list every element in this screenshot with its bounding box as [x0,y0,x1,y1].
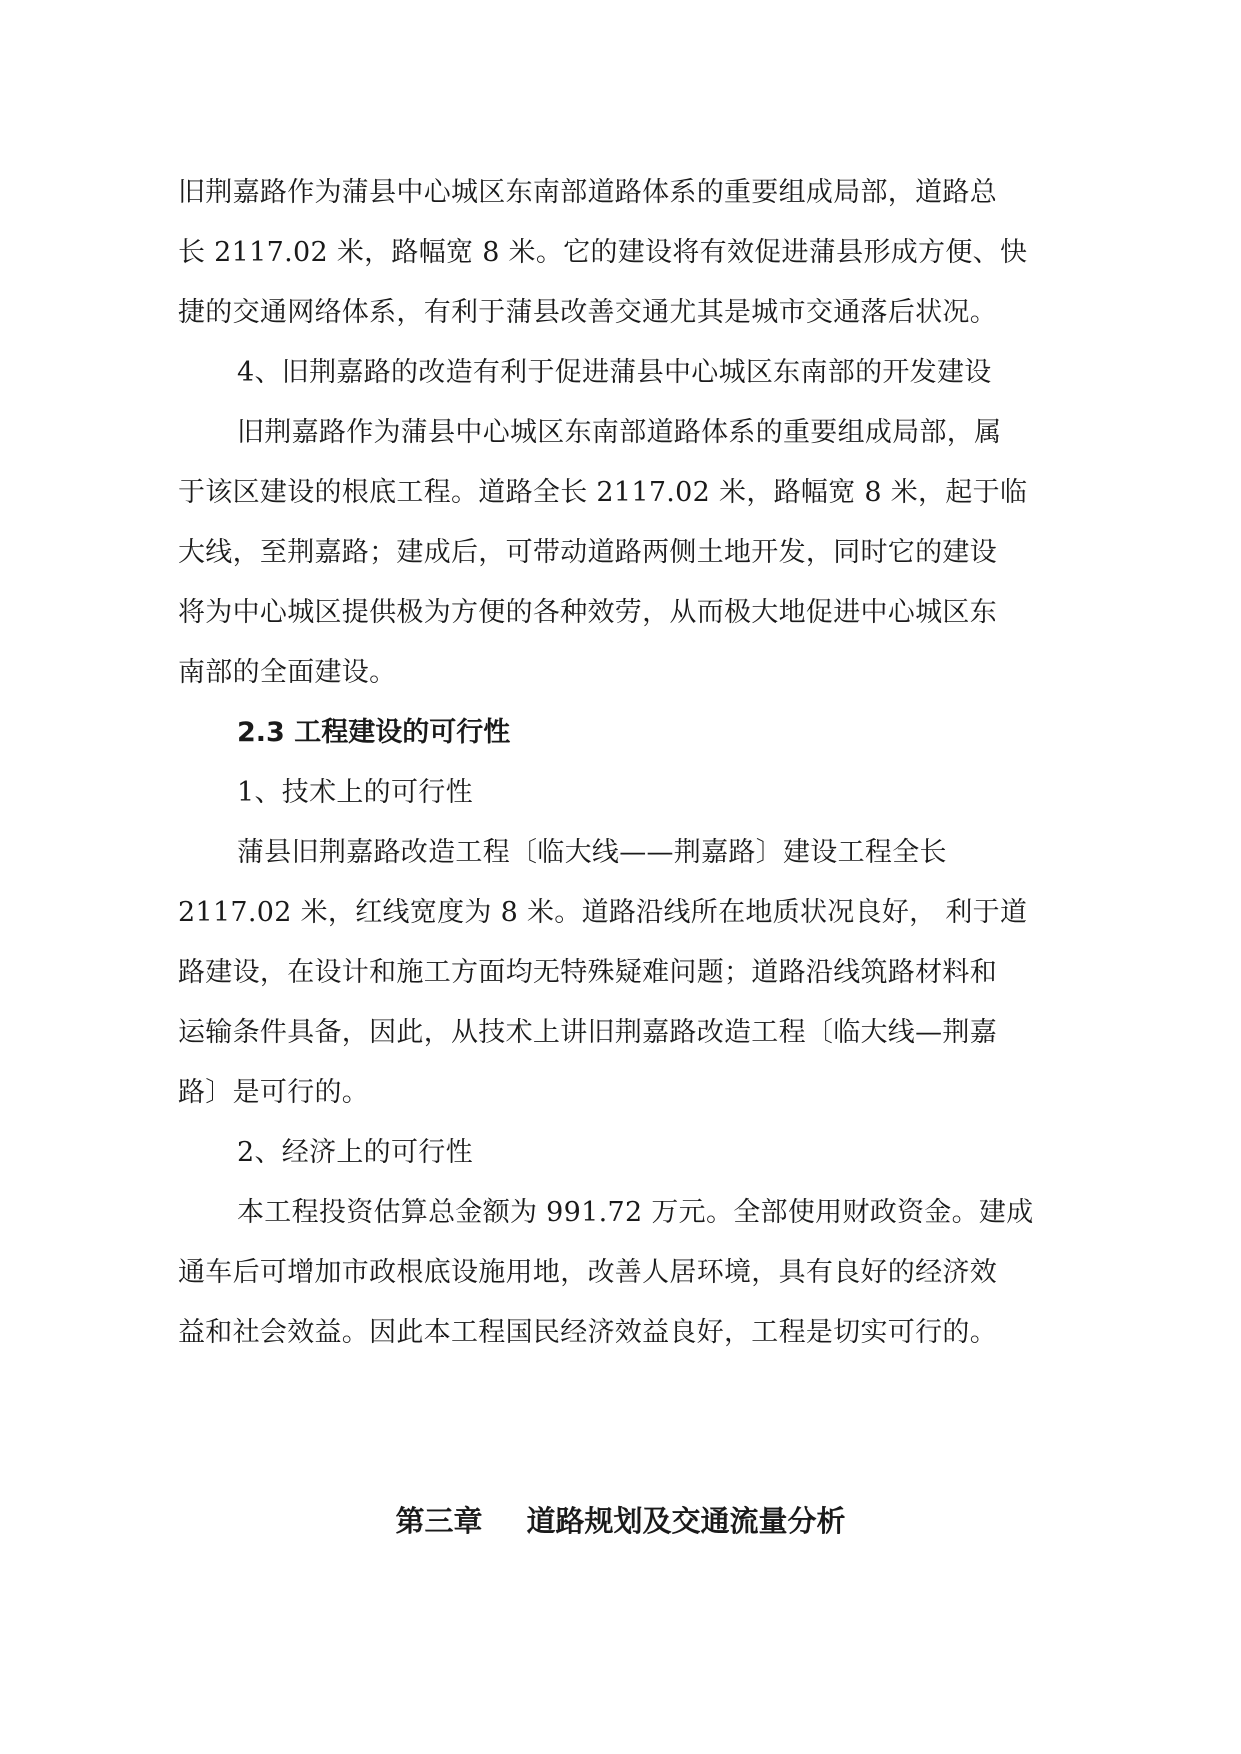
chapter-title: 道路规划及交通流量分析 [526,1504,846,1538]
paragraph-3-line-3: 路建设，在设计和施工方面均无特殊疑难问题；道路沿线筑路材料和 [178,957,997,988]
paragraph-2-line-5: 南部的全面建设。 [178,657,397,688]
paragraph-4-line-3: 益和社会效益。因此本工程国民经济效益良好，工程是切实可行的。 [178,1317,997,1348]
list-item-2: 2、经济上的可行性 [237,1137,473,1168]
section-heading: 2.3 工程建设的可行性 [237,717,511,748]
paragraph-3-line-4: 运输条件具备，因此，从技术上讲旧荆嘉路改造工程〔临大线—荆嘉 [178,1017,997,1048]
paragraph-1-line-1: 旧荆嘉路作为蒲县中心城区东南部道路体系的重要组成局部，道路总 [178,177,997,208]
paragraph-4-line-1: 本工程投资估算总金额为 991.72 万元。全部使用财政资金。建成 [237,1197,1034,1228]
list-item-1: 1、技术上的可行性 [237,777,473,808]
paragraph-1-line-2: 长 2117.02 米，路幅宽 8 米。它的建设将有效促进蒲县形成方便、快 [178,237,1028,268]
paragraph-2-line-2: 于该区建设的根底工程。道路全长 2117.02 米，路幅宽 8 米，起于临 [178,477,1028,508]
paragraph-1-line-3: 捷的交通网络体系，有利于蒲县改善交通尤其是城市交通落后状况。 [178,297,997,328]
list-item-4: 4、旧荆嘉路的改造有利于促进蒲县中心城区东南部的开发建设 [237,357,992,388]
paragraph-2-line-1: 旧荆嘉路作为蒲县中心城区东南部道路体系的重要组成局部，属 [237,417,1002,448]
paragraph-4-line-2: 通车后可增加市政根底设施用地，改善人居环境，具有良好的经济效 [178,1257,997,1288]
chapter-number: 第三章 [395,1504,483,1538]
paragraph-3-line-2: 2117.02 米，红线宽度为 8 米。道路沿线所在地质状况良好， 利于道 [178,897,1028,928]
paragraph-2-line-4: 将为中心城区提供极为方便的各种效劳，从而极大地促进中心城区东 [178,597,997,628]
paragraph-3-line-1: 蒲县旧荆嘉路改造工程〔临大线——荆嘉路〕建设工程全长 [237,837,947,868]
chapter-heading [0,1499,1241,1543]
paragraph-2-line-3: 大线，至荆嘉路；建成后，可带动道路两侧土地开发，同时它的建设 [178,537,997,568]
paragraph-3-line-5: 路〕是可行的。 [178,1077,370,1108]
